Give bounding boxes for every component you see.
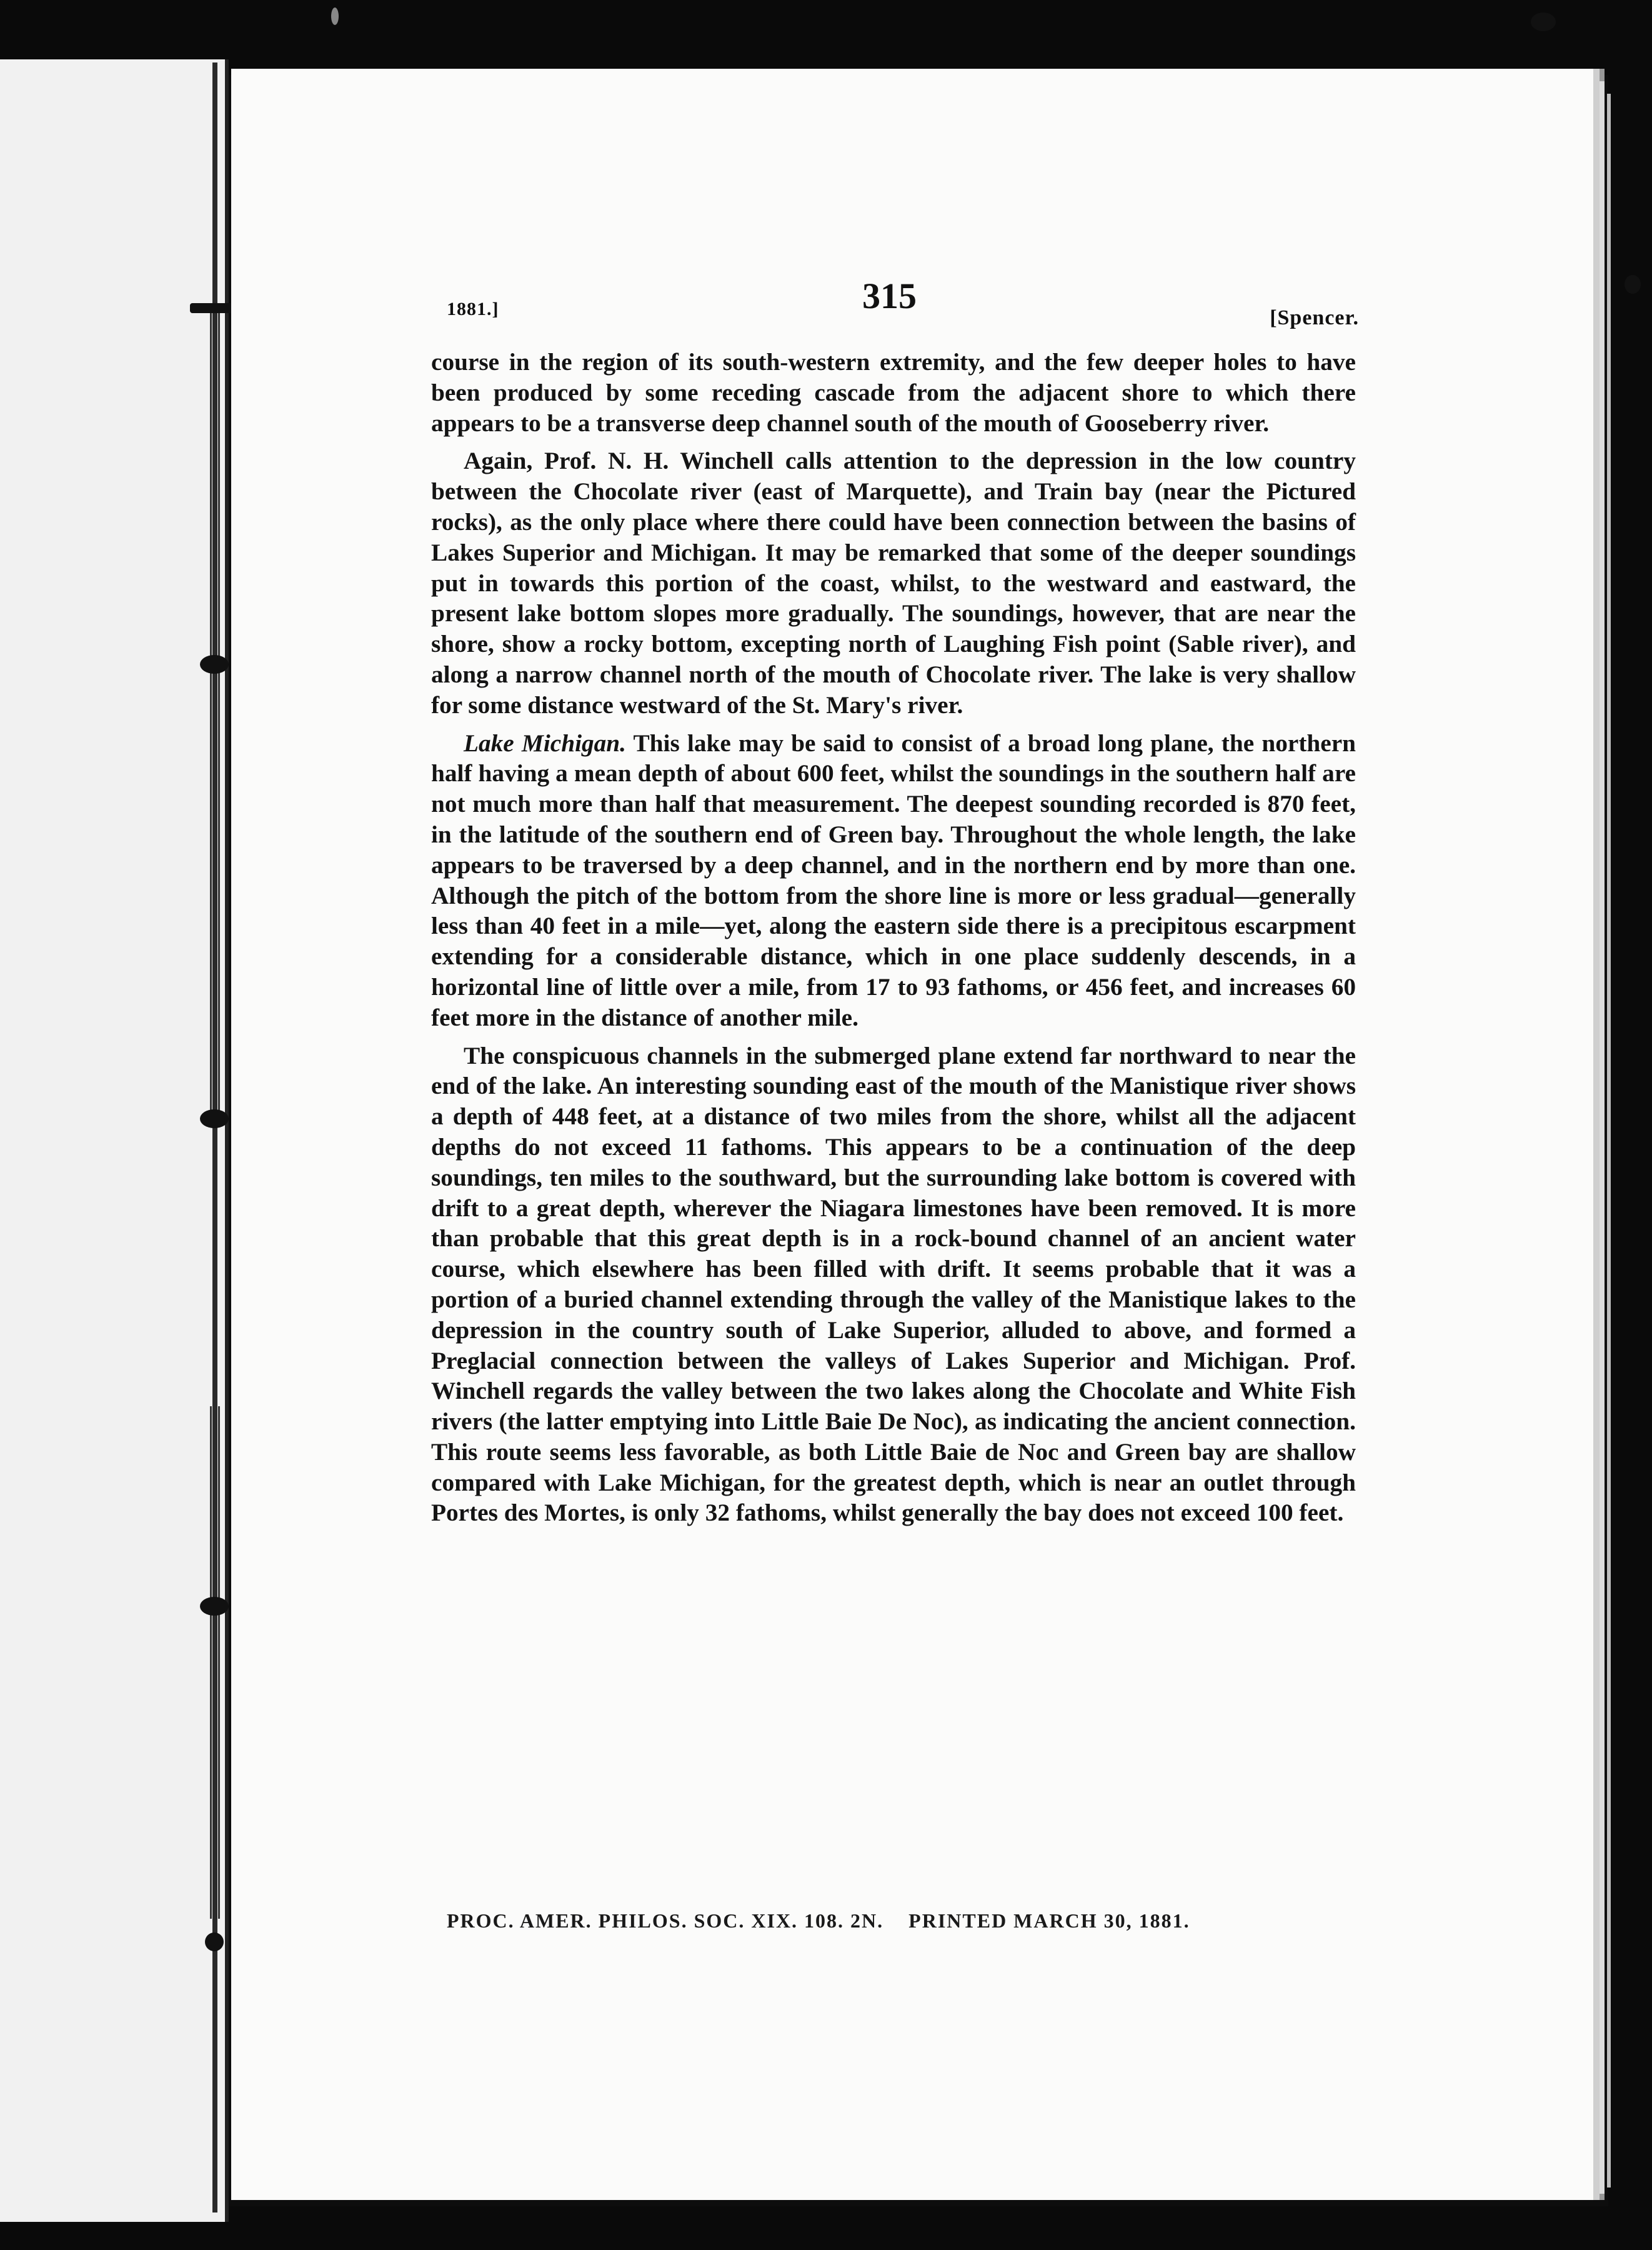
running-header	[447, 275, 1359, 344]
stitch-mark	[200, 1597, 229, 1616]
page-number: 315	[862, 276, 917, 316]
stitch-mark	[205, 1932, 224, 1951]
page-footer	[447, 1909, 1346, 1932]
page-edge	[1600, 81, 1605, 2194]
header-author: [Spencer.	[1270, 306, 1359, 329]
paragraph: course in the region of its south-western extremity, and the few deeper holes to have been produced by some receding cascade from the adjacent shore to which there appears to be a transverse deep channel south of the mouth of Gooseberry river.	[431, 348, 1356, 437]
section-title: Lake Michigan.	[464, 729, 626, 757]
paragraph: Again, Prof. N. H. Winchell calls attention to the depression in the low country between the Chocolate river (east of Marquette), and Train bay (near the Pictured rocks), as the only place where there could have been connection between the basins of Lakes Superior and Michigan. It may be remarked that some of the deeper soundings put in towards this portion of the coast, whilst, to the westward and eastward, the present lake bottom slopes more gradually. The soundings, however, that are near the shore, show a rocky bottom, excepting north of Laughing Fish point (Sable river), and along a narrow channel north of the mouth of Chocolate river. The lake is very shallow for some distance westward of the St. Mary's river.	[431, 447, 1356, 719]
paragraph: Lake Michigan. This lake may be said to consist of a broad long plane, the northern half having a mean depth of about 600 feet, whilst the soundings in the southern half are not much more than half that measurement. The deepest sounding recorded is 870 feet, in the latitude of the southern end of Green bay. Throughout the whole length, the lake appears to be traversed by a deep channel, and in the northern end by more than one. Although the pitch of the bottom from the shore line is more or less gradual—generally less than 40 feet in a mile—yet, along the eastern side there is a precipitous escarpment extending for a considerable distance, which in one place suddenly descends, in a horizontal line of little over a mile, from 17 to 93 fathoms, or 456 feet, and increases 60 feet more in the distance of another mile.	[431, 729, 1356, 1031]
scan-border-bottom	[0, 2206, 1652, 2250]
header-year: 1881.]	[447, 299, 499, 319]
stitch-mark	[200, 1109, 229, 1128]
paragraph: The conspicuous channels in the submerged plane extend far northward to near the end of the lake. An interesting sounding east of the mouth of the Manistique river shows a depth of 448 feet, at a distance of two miles from the shore, whilst all the adjacent depths do not exceed 11 fathoms. This appears to be a continuation of the deep soundings, ten miles to the southward, but the surrounding lake bottom is covered with drift to a great depth, wherever the Niagara limestones have been removed. It is more than probable that this great depth is in a rock-bound channel of an ancient water course, which elsewhere has been filled with drift. It seems probable that it was a portion of a buried channel extending through the valley of the Manistique lakes to the depression in the country south of Lake Superior, alluded to above, and formed a Preglacial connection between the valleys of Lakes Superior and Michigan. Prof. Winchell regards the valley between the two lakes along the Chocolate and White Fish rivers (the latter emptying into Little Baie De Noc), as indicating the ancient connection. This route seems less favorable, as both Little Baie de Noc and Green bay are shallow compared with Lake Michigan, for the greatest depth, which is near an outlet through Portes des Mortes, is only 32 fathoms, whilst generally the bay does not exceed 100 feet.	[431, 1041, 1356, 1527]
page-edge	[1607, 94, 1611, 2188]
left-facing-page	[0, 59, 229, 2222]
binding-thread	[210, 309, 220, 1122]
stitch-mark	[200, 655, 229, 674]
footer-printed-date: PRINTED MARCH 30, 1881.	[908, 1909, 1190, 1932]
scan-speck	[1531, 12, 1556, 31]
footer-citation: PROC. AMER. PHILOS. SOC. XIX. 108. 2N.	[447, 1909, 884, 1932]
scan-speck	[331, 8, 339, 25]
binding-thread	[210, 1406, 220, 1919]
scan-speck	[1625, 275, 1641, 294]
scan-border-top	[0, 0, 1652, 75]
scan-border-right	[1608, 0, 1652, 2250]
body-text	[431, 347, 1356, 1536]
